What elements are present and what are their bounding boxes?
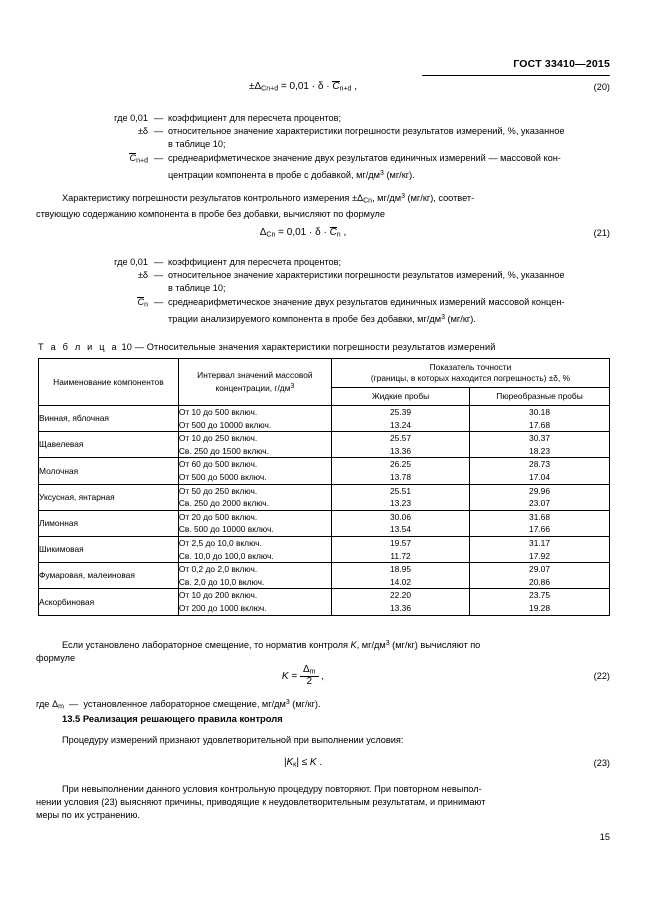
where-list-2-row-2: [36, 269, 610, 282]
paragraph-before-formula-21-line-1: Характеристику погрешности результатов контрольного измерения $\pm\Delta_{Cn}$, $мг/дм^3$ (мг/кг), соответ-: [62, 192, 475, 205]
table-cell-component: Винная, яблочная: [39, 406, 179, 432]
table-cell-puree: [470, 589, 610, 615]
paragraph-before-formula-21: [36, 190, 610, 221]
table-row: [39, 484, 610, 510]
table-cell-component: Фумаровая, малеиновая: [39, 563, 179, 589]
table-10-header-component: Наименование компонентов: [39, 359, 179, 406]
table-cell-interval-line-1: От 10 до 250 включ.: [178, 433, 258, 444]
table-cell-liquid-line-2: 14.02: [390, 576, 411, 587]
table-cell-puree: [470, 458, 610, 484]
table-10-caption-word: Т а б л и ц а: [38, 342, 119, 352]
table-cell-liquid: [331, 510, 469, 536]
table-cell-interval-line-1: От 10 до 500 включ.: [178, 407, 258, 417]
paragraph-closing-line-3: меры по их устранению.: [36, 810, 140, 821]
where-list-1-dash-2: —: [154, 126, 164, 137]
where-list-1-row-2-cont: [36, 138, 610, 151]
table-cell-component: Аскорбиновая: [39, 589, 179, 615]
where-list-2-row-2-cont: [36, 282, 610, 295]
paragraph-closing-line-2: нении условия (23) выясняют причины, приводящие к неудовлетворительным результатам, и принимают: [36, 797, 486, 808]
table-cell-interval-line-1: От 2,5 до 10,0 включ.: [178, 537, 262, 548]
formula-22: [36, 665, 610, 687]
where-list-2-def-3: среднеарифметическое значение двух результатов единичных измерений массовой концен-: [168, 296, 565, 307]
table-cell-puree: [470, 484, 610, 510]
formula-22-numerator: $\Delta_m$: [300, 665, 319, 677]
table-cell-liquid-line-2: 13.78: [390, 471, 411, 482]
table-row: [39, 510, 610, 536]
where-list-1: [36, 112, 610, 182]
table-cell-puree: [470, 536, 610, 562]
table-cell-interval: [178, 458, 331, 484]
formula-22-denominator: 2: [306, 675, 313, 687]
where-list-2-term-3: $C_n$: [137, 296, 148, 309]
table-cell-puree-line-2: 17.66: [529, 524, 550, 535]
table-cell-liquid-line-2: 11.72: [390, 550, 411, 561]
table-10-header-interval-line-2: концентрации, г/дм: [215, 382, 291, 393]
where-list-2-def-1: коэффициент для пересчета процентов;: [168, 257, 342, 267]
table-cell-puree-line-2: 20.86: [529, 576, 550, 587]
where-list-1-term-1: где 0,01: [114, 113, 148, 123]
table-cell-puree-line-1: 28.73: [529, 459, 550, 470]
paragraph-before-formula-23: [36, 734, 610, 747]
formula-21-number: (21): [593, 227, 610, 238]
table-cell-puree-line-1: 30.18: [529, 407, 550, 417]
table-cell-liquid-line-1: 25.39: [390, 407, 411, 417]
table-cell-component: Лимонная: [39, 510, 179, 536]
formula-22-numerator-sub: m: [309, 668, 316, 676]
table-10-header-accuracy-line-2: (границы, в которых находится погрешность) ±δ, %: [370, 373, 571, 383]
table-cell-component: Молочная: [39, 458, 179, 484]
table-cell-puree-line-1: 31.68: [529, 511, 550, 522]
where-list-1-row-1: [36, 112, 610, 125]
table-cell-liquid-line-2: 13.36: [390, 602, 411, 613]
table-10-body: [39, 406, 610, 616]
table-cell-puree: [470, 563, 610, 589]
table-10-caption: [38, 342, 496, 352]
where-list-1-term-2: ±δ: [137, 126, 148, 137]
table-cell-puree-line-1: 29.07: [529, 564, 550, 575]
formula-23: [36, 757, 610, 769]
paragraph-closing-line-1: При невыполнении данного условия контрольную процедуру повторяют. При повторном невыпол-: [62, 784, 482, 794]
table-cell-interval-line-1: От 20 до 500 включ.: [178, 511, 258, 522]
formula-20-delta: ±Δ: [249, 81, 262, 92]
table-10-caption-dash: —: [134, 342, 145, 352]
formula-21-expression: [36, 227, 570, 239]
table-cell-interval-line-2: Св. 250 до 2000 включ.: [178, 498, 269, 509]
formula-23-expression: [36, 757, 570, 769]
table-cell-liquid-line-2: 13.23: [390, 498, 411, 509]
table-cell-component: Уксусная, янтарная: [39, 484, 179, 510]
table-cell-interval: [178, 536, 331, 562]
where-list-1-def-2-cont: в таблице 10;: [168, 139, 226, 150]
table-row: [39, 458, 610, 484]
formula-23-lhs-open: |K: [283, 757, 294, 768]
table-cell-component: Щавелевая: [39, 432, 179, 458]
table-cell-interval: [178, 589, 331, 615]
table-cell-interval: [178, 563, 331, 589]
table-10: [38, 358, 610, 616]
formula-21-mid: = 0,01 · δ ·: [275, 227, 330, 238]
table-10-header-interval-line-1: Интервал значений массовой: [197, 370, 313, 381]
where-list-2-dash-3: —: [154, 296, 164, 307]
page-header-standard-number: ГОСТ 33410—2015: [513, 58, 610, 70]
table-10-header-accuracy-group: [331, 359, 609, 388]
table-10-header-row-1: [39, 359, 610, 388]
where-list-2: [36, 256, 610, 326]
paragraph-before-formula-22-line-1: Если установлено лабораторное смещение, то норматив контроля K, $мг/дм^3$ (мг/кг) вычисляют по: [62, 639, 481, 650]
formula-20-number: (20): [593, 81, 610, 92]
formula-23-lhs-close: | ≤ K: [296, 757, 317, 768]
where-list-2-term-2: ±δ: [137, 270, 148, 281]
table-cell-puree: [470, 510, 610, 536]
paragraph-before-formula-21-line-2: ствующую содержанию компонента в пробе без добавки, вычисляют по формуле: [36, 208, 385, 219]
table-cell-liquid: [331, 563, 469, 589]
table-10-caption-number: 10: [121, 342, 132, 352]
formula-20-mean-var: C: [332, 81, 340, 92]
table-cell-interval: [178, 432, 331, 458]
formula-23-number: (23): [593, 757, 610, 768]
where-list-1-term-3: $C_{n+d}$: [129, 152, 148, 165]
table-cell-liquid-line-1: 22.20: [390, 590, 411, 601]
formula-23-lhs-sub: к: [293, 761, 297, 769]
table-cell-interval: [178, 484, 331, 510]
table-cell-interval-line-1: От 50 до 250 включ.: [178, 485, 258, 496]
where-list-2-dash-2: —: [154, 270, 164, 281]
formula-20-mean-sub: n+d: [339, 85, 352, 93]
table-cell-interval-line-2: Св. 500 до 10000 включ.: [178, 524, 274, 535]
formula-20-tail: ,: [351, 81, 357, 92]
table-row: [39, 589, 610, 615]
section-heading-13-5: 13.5 Реализация решающего правила контроля: [62, 713, 283, 724]
formula-21-mean-var: C: [329, 227, 337, 238]
where-list-1-dash-3: —: [154, 152, 164, 163]
table-cell-liquid-line-1: 25.57: [390, 433, 411, 444]
table-cell-liquid-line-1: 25.51: [390, 485, 411, 496]
where-list-2-dash-1: —: [154, 257, 164, 267]
where-list-1-row-3: [36, 152, 610, 168]
table-cell-interval-line-2: От 500 до 10000 включ.: [178, 419, 272, 430]
formula-22-fraction: [300, 665, 319, 687]
table-10-header-puree-samples: Пюреобразные пробы: [470, 388, 610, 406]
table-10-header-accuracy-line-1: Показатель точности: [429, 362, 512, 372]
where-list-2-def-3-cont: трации анализируемого компонента в пробе без добавки, $мг/дм^3$ (мг/кг).: [168, 314, 476, 325]
table-cell-liquid-line-1: 18.95: [390, 564, 411, 575]
table-cell-liquid: [331, 589, 469, 615]
where-list-2-def-2-cont: в таблице 10;: [168, 283, 226, 294]
formula-21-tail: ,: [340, 227, 347, 238]
table-cell-interval: [178, 510, 331, 536]
header-rule: [422, 75, 610, 76]
formula-20: [36, 81, 610, 93]
formula-21-delta-sub: Cn: [266, 231, 276, 239]
table-cell-interval-line-1: От 10 до 200 включ.: [178, 590, 258, 601]
formula-22-tail: ,: [318, 670, 325, 682]
where-list-2-def-2: относительное значение характеристики погрешности результатов измерений, %, указанное: [168, 270, 565, 281]
formula-22-expression: [36, 665, 570, 687]
formula-21-mean-sub: n: [336, 231, 341, 239]
table-cell-liquid-line-1: 19.57: [390, 537, 411, 548]
table-cell-liquid-line-1: 30.06: [390, 511, 411, 522]
table-10-header-liquid-samples: Жидкие пробы: [331, 388, 469, 406]
where-list-2-row-3-cont: [36, 311, 610, 326]
formula-23-tail: .: [316, 757, 323, 768]
where-list-1-def-3: среднеарифметическое значение двух результатов единичных измерений — массовой кон-: [168, 152, 561, 163]
table-row: [39, 432, 610, 458]
where-list-1-def-2: относительное значение характеристики погрешности результатов измерений, %, указанное: [168, 126, 565, 137]
table-cell-interval: [178, 406, 331, 432]
formula-20-delta-sub: Cn+d: [261, 85, 279, 93]
table-cell-interval-line-2: От 500 до 5000 включ.: [178, 471, 267, 482]
table-cell-interval-line-1: От 60 до 500 включ.: [178, 459, 258, 470]
formula-21: [36, 227, 610, 239]
table-row: [39, 536, 610, 562]
table-10-head: [39, 359, 610, 406]
table-cell-liquid-line-2: 13.36: [390, 445, 411, 456]
paragraph-before-formula-22-line-2: формуле: [36, 653, 76, 664]
table-cell-puree-line-2: 17.68: [529, 419, 550, 430]
table-10-header-interval: [178, 359, 331, 406]
where-list-1-row-2: [36, 125, 610, 138]
table-cell-puree-line-2: 18.23: [529, 445, 550, 456]
table-cell-puree-line-1: 29.96: [529, 485, 550, 496]
table-cell-liquid: [331, 536, 469, 562]
table-cell-puree-line-2: 23.07: [529, 498, 550, 509]
paragraph-before-formula-22: [36, 637, 610, 665]
table-10-caption-text: Относительные значения характеристики погрешности результатов измерений: [146, 342, 496, 352]
paragraph-closing: [36, 783, 610, 823]
where-list-1-dash-1: —: [154, 113, 164, 123]
page-number: 15: [599, 832, 610, 842]
table-cell-liquid: [331, 458, 469, 484]
where-list-1-def-3-cont: центрации компонента в пробе с добавкой, $мг/дм^3$ (мг/кг).: [168, 170, 415, 181]
table-cell-puree-line-2: 19.28: [529, 602, 550, 613]
where-list-1-def-1: коэффициент для пересчета процентов;: [168, 113, 342, 123]
table-cell-interval-line-2: Св. 250 до 1500 включ.: [178, 445, 269, 456]
formula-22-lhs: K: [281, 670, 289, 682]
table-cell-interval-line-2: Св. 2,0 до 10,0 включ.: [178, 576, 265, 587]
table-cell-puree-line-1: 23.75: [529, 590, 550, 601]
table-row: [39, 563, 610, 589]
paragraph-before-formula-23-line-1: Процедуру измерений признают удовлетворительной при выполнении условия:: [62, 735, 404, 745]
where-list-2-term-1: где 0,01: [114, 257, 148, 267]
table-cell-puree-line-2: 17.92: [529, 550, 550, 561]
formula-20-expression: [36, 81, 570, 93]
table-cell-interval-line-2: Св. 10,0 до 100,0 включ.: [178, 550, 274, 561]
formula-22-number: (22): [593, 671, 610, 682]
table-cell-puree-line-2: 17.04: [529, 471, 550, 482]
formula-21-delta: Δ: [259, 227, 267, 238]
table-cell-liquid-line-1: 26.25: [390, 459, 411, 470]
table-cell-puree: [470, 406, 610, 432]
table-cell-component: Шикимовая: [39, 536, 179, 562]
table-row: [39, 406, 610, 432]
table-10-header-interval-sup: 3: [290, 383, 295, 391]
table-cell-interval-line-1: От 0,2 до 2,0 включ.: [178, 564, 258, 575]
formula-20-mid: = 0,01 · δ ·: [278, 81, 333, 92]
where-list-3-line: где $\Delta_m$ — установленное лабораторное смещение, $мг/дм^3$ (мг/кг).: [36, 698, 321, 711]
where-list-1-row-3-cont: [36, 167, 610, 182]
where-list-2-row-1: [36, 256, 610, 269]
table-cell-liquid: [331, 406, 469, 432]
where-list-3: [36, 696, 610, 714]
table-cell-interval-line-2: От 200 до 1000 включ.: [178, 602, 267, 613]
table-cell-puree: [470, 432, 610, 458]
where-list-2-row-3: [36, 296, 610, 312]
table-cell-puree-line-1: 31.17: [529, 537, 550, 548]
table-cell-liquid-line-2: 13.24: [390, 419, 411, 430]
table-cell-liquid-line-2: 13.54: [390, 524, 411, 535]
table-cell-liquid: [331, 484, 469, 510]
formula-22-equals: =: [288, 670, 300, 682]
table-cell-puree-line-1: 30.37: [529, 433, 550, 444]
table-cell-liquid: [331, 432, 469, 458]
